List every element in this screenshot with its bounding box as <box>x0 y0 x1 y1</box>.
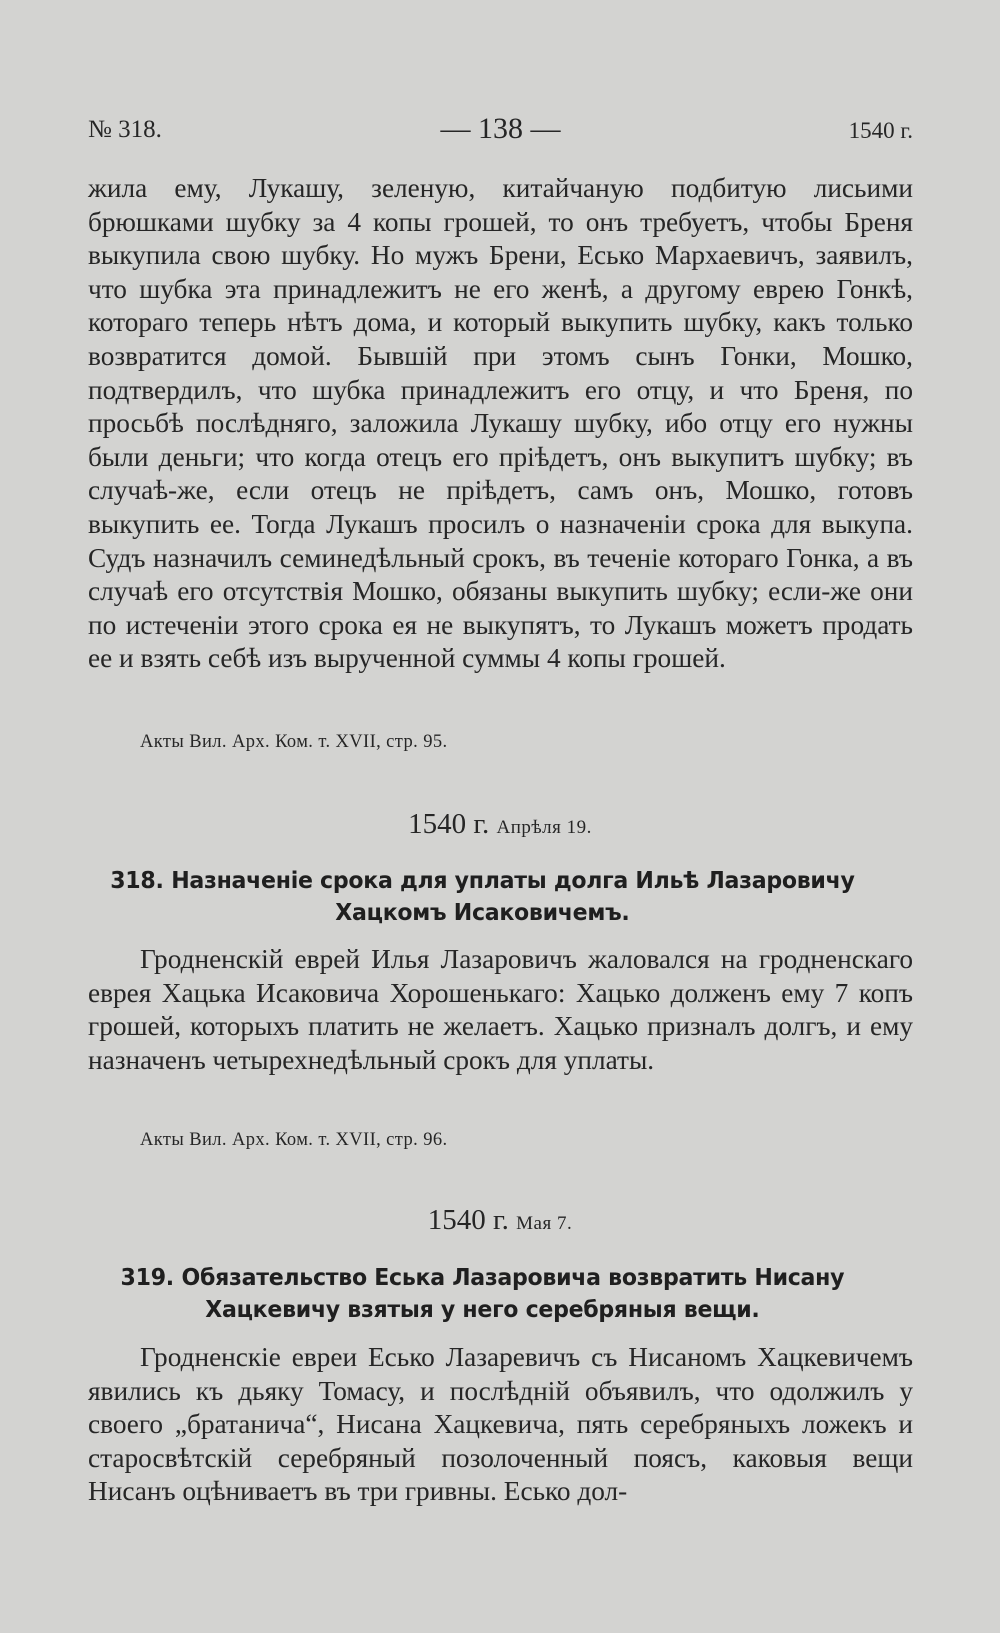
date-month: Мая 7. <box>516 1213 573 1234</box>
entry-number: 319. <box>120 1265 174 1291</box>
entry-date <box>0 1204 1000 1237</box>
entry-body <box>88 1341 913 1509</box>
entry-number: 318. <box>110 868 164 894</box>
date-year: 1540 г. <box>427 1204 509 1236</box>
source-citation: Акты Вил. Арх. Ком. т. XVII, стр. 95. <box>140 732 448 752</box>
entry-date <box>0 808 1000 841</box>
entry-title-text: Обязательство Еська Лазаровича возвратить Нисану Хацкевичу взятыя у него серебряныя вещи. <box>181 1265 845 1323</box>
page-number: — 138 — <box>440 112 561 145</box>
entry-title <box>84 1262 881 1326</box>
entry-title <box>84 865 881 929</box>
date-year: 1540 г. <box>408 808 490 840</box>
continued-entry-text <box>88 172 913 676</box>
date-month: Апрѣля 19. <box>496 817 592 838</box>
source-citation: Акты Вил. Арх. Ком. т. XVII, стр. 96. <box>140 1130 448 1150</box>
running-header <box>88 112 913 152</box>
paragraph: жила ему, Лукашу, зеленую, китайчаную подбитую лисьими брюшками шубку за 4 копы грошей, то онъ требуетъ, чтобы Бреня выкупила свою шубку. Но мужъ Брени, Есько Мархаевичъ, заявилъ, что шубка эта принадлежитъ не его женѣ, а другому еврею Гонкѣ, котораго теперь нѣтъ дома, и который выкупить шубку, какъ только возвратится домой. Бывшій при этомъ сынъ Гонки, Мошко, подтвердилъ, что шубка принадлежитъ его отцу, и что Бреня, по просьбѣ послѣдняго, заложила Лукашу шубку, ибо отцу его нужны были деньги; что когда отецъ его пріѣдетъ, онъ выкупитъ шубку; въ случаѣ-же, если отецъ не пріѣдетъ, самъ онъ, Мошко, готовъ выкупить ее. Тогда Лукашъ просилъ о назначеніи срока для выкупа. Судъ назначилъ семинедѣльный срокъ, въ теченіе котораго Гонка, а въ случаѣ его отсутствія Мошко, обязаны выкупить шубку; если-же они по истеченіи этого срока ея не выкупятъ, то Лукашъ можетъ продать ее и взять себѣ изъ вырученной суммы 4 копы грошей. <box>88 173 913 674</box>
entry-title-text: Назначеніе срока для уплаты долга Ильѣ Лазаровичу Хацкомъ Исаковичемъ. <box>171 868 855 926</box>
paragraph: Гродненскій еврей Илья Лазаровичъ жаловался на гродненскаго еврея Хацька Исаковича Хорошенькаго: Хацько долженъ ему 7 копъ грошей, которыхъ платить не желаетъ. Хацько призналъ долгъ, и ему назначенъ четырехнедѣльный срокъ для уплаты. <box>88 944 913 1075</box>
paragraph: Гродненскіе евреи Есько Лазаревичъ съ Нисаномъ Хацкевичемъ явились къ дьяку Томасу, и послѣдній объявилъ, что одолжилъ у своего „братанича“, Нисана Хацкевича, пять серебряныхъ ложекъ и старосвѣтскій серебряный позолоченный поясъ, каковыя вещи Нисанъ оцѣниваетъ въ три гривны. Есько дол- <box>88 1342 913 1507</box>
document-reference: № 318. <box>88 116 162 143</box>
entry-body <box>88 943 913 1077</box>
header-year: 1540 г. <box>848 118 913 143</box>
